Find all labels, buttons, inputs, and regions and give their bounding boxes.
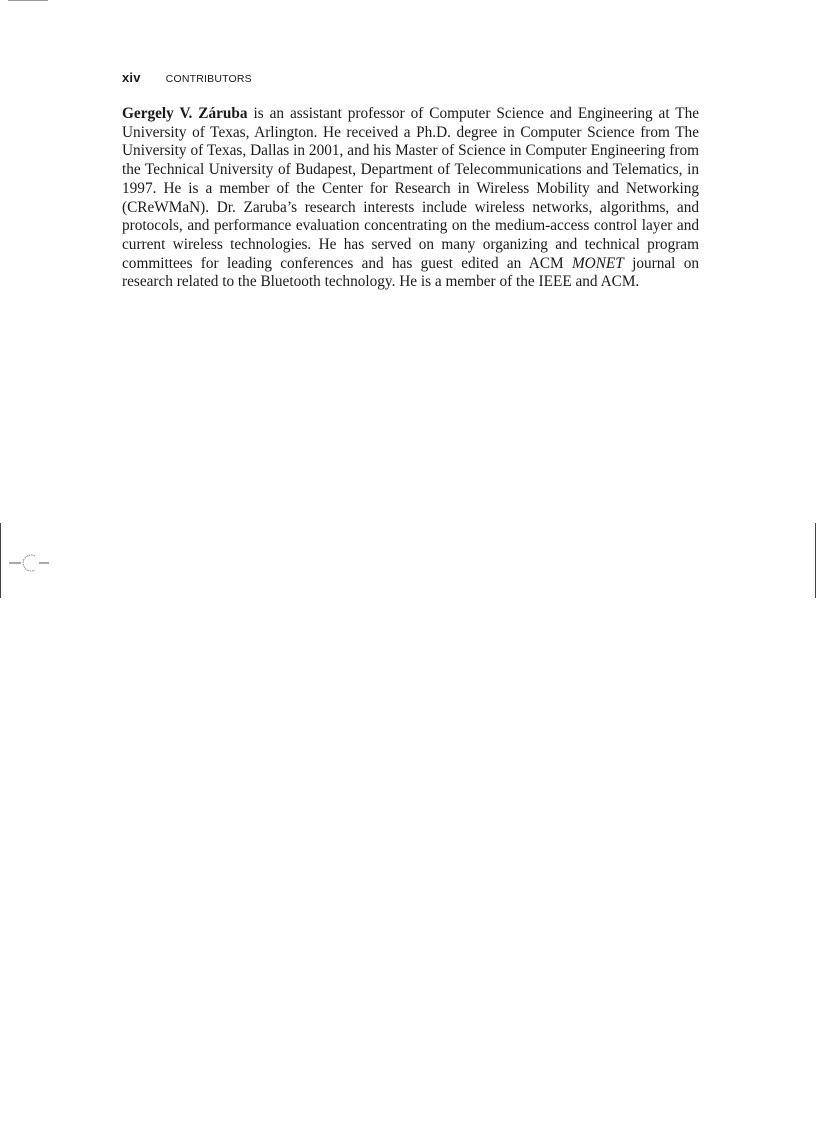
crop-mark-top xyxy=(8,0,48,1)
journal-name: MONET xyxy=(571,254,624,272)
bio-text: is an assistant professor of Computer Science and Engineering at The University of Texas, Arlington. He received a Ph.D. degree in Computer Science from The University of Texas, Dallas in 2001, and his Master of Science in Computer Engineering from the Technical University of Budapest, Department of Telecommunications and Telematics, in 1997. He is a member of the Center for Research in Wireless Mobility and Networking (CReWMaN). Dr. Zaruba’s research interests include wireless networks, algorithms, and protocols, and performance evaluation concentrating on the medium-access control layer and current wireless technologies. He has served on many organizing and technical program committees for leading conferences and has guest edited an ACM xyxy=(122,105,700,272)
contributor-name: Gergely V. Záruba xyxy=(122,105,248,122)
running-head xyxy=(122,70,252,88)
registration-mark-icon xyxy=(9,552,53,574)
bio-text-end: journal on research related to the Bluetooth technology. He is a member of the IEEE and ACM. xyxy=(122,254,699,291)
page-edge-left xyxy=(0,523,1,598)
page-number: xiv xyxy=(122,70,141,85)
section-title: CONTRIBUTORS xyxy=(165,73,252,85)
contributor-bio xyxy=(122,105,699,292)
